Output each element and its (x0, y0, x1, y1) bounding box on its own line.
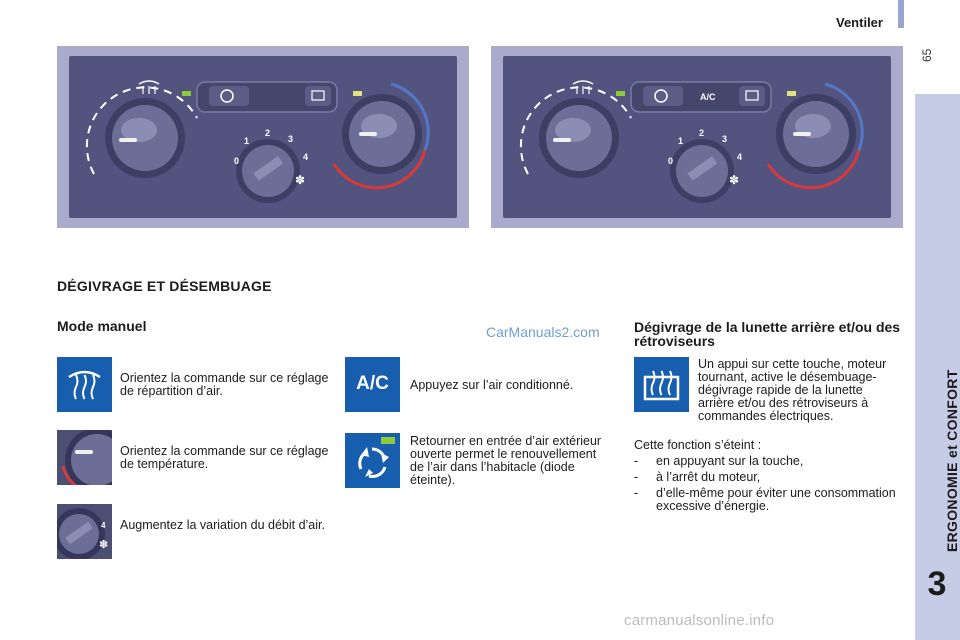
air-recirculation-icon (345, 433, 400, 488)
ac-button-label: A/C (700, 92, 716, 102)
rear-defrost-off-list (634, 455, 904, 513)
windshield-defrost-icon (57, 357, 112, 412)
fan-speed-1: 1 (244, 136, 250, 146)
rear-defrost-intro: Un appui sur cette touche, moteur tournant, active le désembuage-dégivrage rapide de la lunette arrière et/ou des rétroviseurs à commandes électriques. (698, 357, 887, 423)
rear-defrost-led (787, 91, 796, 96)
fan-dial (668, 128, 742, 203)
step-fan-text: Augmentez la variation du débit d’air. (120, 518, 325, 532)
watermark-top: CarManuals2.com (486, 324, 600, 340)
recirc-led (616, 91, 625, 96)
button-strip (197, 82, 337, 112)
fan-dial (234, 128, 308, 203)
fan-dial-icon (57, 504, 112, 559)
fan-speed-4: 4 (101, 521, 106, 530)
step-distribution-text: Orientez la commande sur ce réglage de répartition d’air. (120, 371, 329, 398)
fan-speed-3: 3 (722, 134, 728, 144)
distribution-dial (87, 87, 197, 178)
control-panel-face (69, 56, 457, 218)
fan-speed-2: 2 (699, 128, 705, 138)
temperature-dial (768, 84, 862, 188)
chapter-side-tab (915, 94, 960, 640)
header-accent-bar (898, 0, 904, 28)
chapter-number: 3 (927, 565, 947, 603)
temperature-dial-icon (57, 430, 112, 485)
rear-defrost-led (353, 91, 362, 96)
running-header-title: Ventiler (836, 15, 883, 30)
fan-speed-0: 0 (234, 156, 240, 166)
list-item: - d’elle-même pour éviter une consommation excessive d’énergie. (634, 487, 904, 513)
fan-speed-0: 0 (668, 156, 674, 166)
temperature-dial (334, 84, 428, 188)
manual-mode-title: Mode manuel (57, 318, 147, 334)
distribution-dial (521, 87, 631, 178)
list-item: - en appuyant sur la touche, (634, 455, 904, 468)
page-number: 65 (920, 48, 934, 62)
fan-speed-1: 1 (678, 136, 684, 146)
recirc-led (182, 91, 191, 96)
control-panel-illustration (69, 56, 457, 218)
fan-speed-4: 4 (303, 152, 309, 162)
step-temperature-text: Orientez la commande sur ce réglage de température. (120, 444, 329, 471)
button-strip (631, 82, 771, 112)
ac-button-icon (345, 357, 400, 412)
rear-defrost-title: Dégivrage de la lunette arrière et/ou des rétroviseurs (634, 319, 901, 349)
svg-text:✽: ✽ (99, 539, 109, 551)
list-item: - à l’arrêt du moteur, (634, 471, 904, 484)
watermark-bottom: carmanualsonline.info (624, 612, 775, 629)
step-ac-text: Appuyez sur l’air conditionné. (410, 378, 574, 392)
section-title: DÉGIVRAGE ET DÉSEMBUAGE (57, 278, 272, 294)
fan-speed-2: 2 (265, 128, 271, 138)
step-recirculation-text: Retourner en entrée d’air extérieur ouverte permet le renouvellement de l’air dans l’habitacle (diode éteinte). (410, 434, 602, 487)
rear-window-defrost-icon (634, 357, 689, 412)
rear-defrost-off-label: Cette fonction s’éteint : (634, 438, 762, 452)
fan-icon: ✽ (295, 173, 306, 187)
chapter-label: ERGONOMIE et CONFORT (944, 369, 960, 552)
control-panel-photo-right (491, 46, 903, 228)
control-panel-face (503, 56, 891, 218)
ac-icon-label: A/C (356, 373, 389, 394)
control-panel-illustration (503, 56, 891, 218)
control-panel-photo-left (57, 46, 469, 228)
fan-speed-4: 4 (737, 152, 743, 162)
fan-icon: ✽ (729, 173, 740, 187)
fan-speed-3: 3 (288, 134, 294, 144)
